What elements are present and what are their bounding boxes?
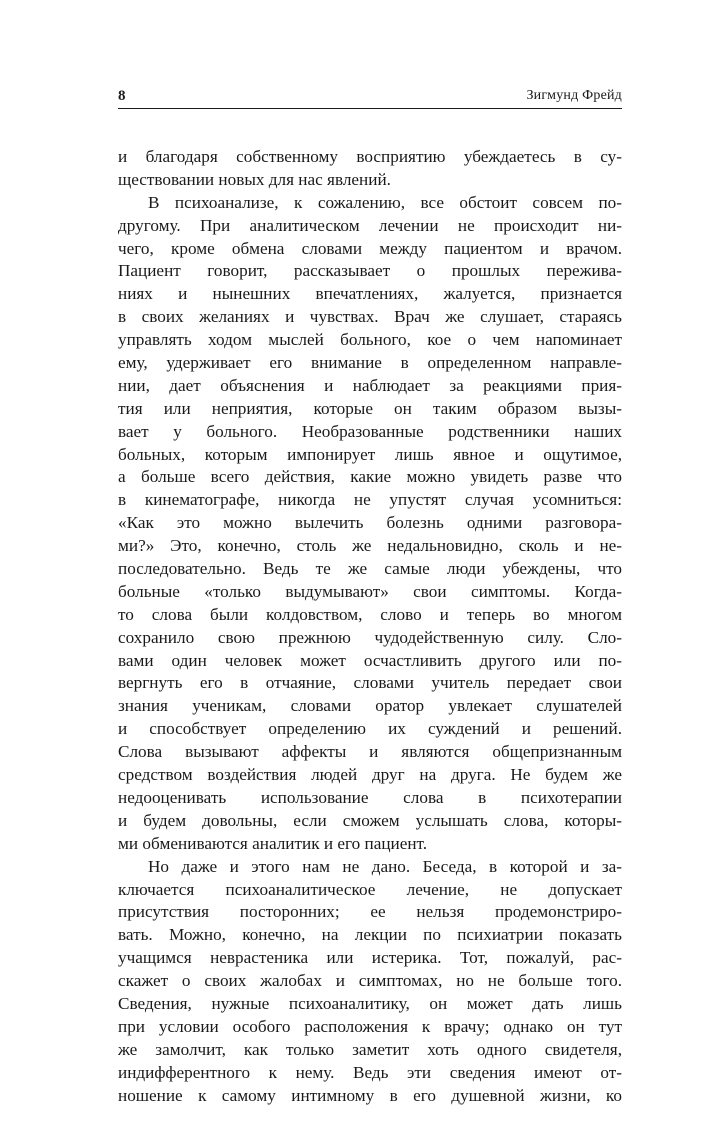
text-line: ми?» Это, конечно, столь же недальновидно, сколь и не- (118, 536, 622, 556)
text-line: вать. Можно, конечно, на лекции по психиатрии показать (118, 925, 622, 945)
text-line: в кинематографе, никогда не упустят случая усомниться: (118, 490, 622, 510)
text-line: последовательно. Ведь те же самые люди убеждены, что (118, 559, 622, 579)
page-number: 8 (118, 88, 126, 104)
text-line: больные «только выдумывают» свои симптомы. Когда- (118, 581, 622, 601)
text-line: знания ученикам, словами оратор увлекает слушателей (118, 696, 622, 716)
text-line: при условии особого расположения к врачу; однако он тут (118, 1016, 622, 1036)
text-line: управлять ходом мыслей больного, кое о чем напоминает (118, 330, 622, 350)
text-line: «Как это можно вылечить болезнь одними разговора- (118, 513, 622, 533)
text-line: вает у больного. Необразованные родственники наших (118, 421, 622, 441)
text-line: ниях и нынешних впечатлениях, жалуется, признается (118, 284, 622, 304)
text-line: и благодаря собственному восприятию убеждаетесь в су- (118, 147, 622, 166)
paragraph-start-line: Но даже и этого нам не дано. Беседа, в которой и за- (148, 856, 622, 876)
text-line: в своих желаниях и чувствах. Врач же слушает, стараясь (118, 307, 622, 327)
text-line: ми обмениваются аналитик и его пациент. (118, 833, 428, 853)
page-header (118, 86, 622, 109)
text-line: и будем довольны, если сможем услышать слова, которы- (118, 810, 622, 830)
text-line: то слова были колдовством, слово и теперь во многом (118, 604, 622, 624)
text-line: больных, которым импонирует лишь явное и ощутимое, (118, 444, 622, 464)
text-line: присутствия посторонних; ее нельзя продемонстриро- (118, 902, 622, 922)
text-line: Слова вызывают аффекты и являются общепризнанным (118, 742, 622, 762)
body-text (118, 146, 622, 1107)
text-line: индифферентного к нему. Ведь эти сведения имеют от- (118, 1062, 622, 1082)
text-line: и способствует определению их суждений и решений. (118, 719, 622, 739)
text-line: ществовании новых для нас явлений. (118, 169, 391, 189)
text-line: а больше всего действия, какие можно увидеть разве что (118, 467, 622, 487)
text-line: средством воздействия людей друг на друга. Не будем же (118, 765, 622, 785)
text-line: Сведения, нужные психоаналитику, он может дать лишь (118, 993, 622, 1013)
text-line: ему, удерживает его внимание в определенном направле- (118, 353, 622, 373)
text-line: скажет о своих жалобах и симптомах, но не больше того. (118, 971, 622, 991)
text-line: Пациент говорит, рассказывает о прошлых пережива- (118, 261, 622, 281)
text-line: вергнуть его в отчаяние, словами учитель передает свои (118, 673, 622, 693)
text-line: недооценивать использование слова в психотерапии (118, 787, 622, 807)
text-line: ношение к самому интимному в его душевной жизни, ко (118, 1085, 622, 1105)
text-line: учащимся неврастеника или истерика. Тот, пожалуй, рас- (118, 948, 622, 968)
text-line: чего, кроме обмена словами между пациентом и врачом. (118, 238, 622, 258)
text-line: тия или неприятия, которые он таким образом вызы- (118, 398, 622, 418)
text-line: ключается психоаналитическое лечение, не допускает (118, 879, 622, 899)
text-line: вами один человек может осчастливить другого или по- (118, 650, 622, 670)
running-title: Зигмунд Фрейд (526, 88, 622, 103)
paragraph-start-line: В психоанализе, к сожалению, все обстоит совсем по- (148, 192, 622, 212)
text-line: сохранило свою прежнюю чудодейственную силу. Сло- (118, 627, 622, 647)
text-line: другому. При аналитическом лечении не происходит ни- (118, 215, 622, 235)
text-line: же замолчит, как только заметит хоть одного свидетеля, (118, 1039, 622, 1059)
text-line: нии, дает объяснения и наблюдает за реакциями прия- (118, 375, 622, 395)
